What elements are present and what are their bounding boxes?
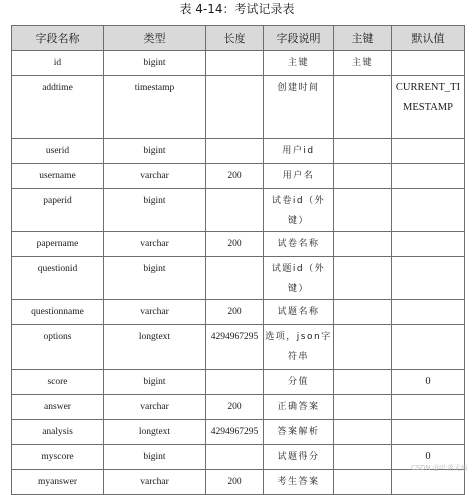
table-row [12,395,465,420]
cell-default [392,470,465,495]
cell-description: 选项，json字符串 [264,325,334,370]
cell-description: 用户名 [264,164,334,189]
cell-length [206,76,264,139]
cell-primary-key [334,232,392,257]
cell-description: 试题得分 [264,445,334,470]
table-row [12,470,465,495]
cell-description: 答案解析 [264,420,334,445]
cell-primary-key [334,325,392,370]
cell-length [206,370,264,395]
header-length: 长度 [206,26,264,51]
cell-length: 200 [206,164,264,189]
cell-default [392,76,465,139]
cell-description: 创建时间 [264,76,334,139]
table-row [12,51,465,76]
cell-default [392,164,465,189]
cell-type: bigint [104,370,206,395]
cell-default [392,232,465,257]
cell-name: questionname [12,300,104,325]
cell-name: papername [12,232,104,257]
header-row [12,26,465,51]
cell-type: varchar [104,232,206,257]
cell-primary-key [334,257,392,300]
cell-name: myanswer [12,470,104,495]
cell-default [392,395,465,420]
cell-length: 200 [206,395,264,420]
table-row [12,232,465,257]
cell-default [392,325,465,370]
cell-primary-key [334,470,392,495]
cell-description: 用户id [264,139,334,164]
exam-record-table [11,25,465,495]
cell-type: bigint [104,257,206,300]
watermark: CSDN @叶落无痕 [410,464,468,472]
table-row [12,420,465,445]
table-row [12,139,465,164]
cell-name: questionid [12,257,104,300]
cell-description: 试题名称 [264,300,334,325]
cell-description: 分值 [264,370,334,395]
header-field-name: 字段名称 [12,26,104,51]
table-row [12,257,465,300]
cell-primary-key [334,445,392,470]
cell-default [392,51,465,76]
cell-length: 200 [206,300,264,325]
cell-description: 试卷名称 [264,232,334,257]
cell-primary-key: 主键 [334,51,392,76]
cell-length: 4294967295 [206,325,264,370]
cell-name: options [12,325,104,370]
cell-description: 试卷id（外键） [264,189,334,232]
cell-length [206,189,264,232]
cell-type: bigint [104,189,206,232]
cell-primary-key [334,300,392,325]
cell-default [392,420,465,445]
header-default: 默认值 [392,26,465,51]
cell-length: 200 [206,232,264,257]
cell-type: bigint [104,445,206,470]
cell-name: answer [12,395,104,420]
table-row [12,164,465,189]
table-row [12,189,465,232]
cell-type: varchar [104,470,206,495]
cell-default: 0 [392,445,465,470]
cell-description: 考生答案 [264,470,334,495]
cell-description: 正确答案 [264,395,334,420]
cell-name: paperid [12,189,104,232]
cell-length: 200 [206,470,264,495]
cell-name: analysis [12,420,104,445]
cell-name: myscore [12,445,104,470]
cell-type: longtext [104,325,206,370]
cell-type: varchar [104,164,206,189]
cell-name: addtime [12,76,104,139]
header-type: 类型 [104,26,206,51]
table-row [12,445,465,470]
cell-length [206,139,264,164]
cell-default [392,139,465,164]
table-row [12,76,465,139]
cell-type: bigint [104,51,206,76]
cell-primary-key [334,370,392,395]
header-description: 字段说明 [264,26,334,51]
cell-name: userid [12,139,104,164]
cell-primary-key [334,76,392,139]
cell-primary-key [334,189,392,232]
table-row [12,370,465,395]
cell-name: score [12,370,104,395]
cell-description: 试题id（外键） [264,257,334,300]
cell-length: 4294967295 [206,420,264,445]
cell-length [206,51,264,76]
cell-primary-key [334,395,392,420]
cell-primary-key [334,139,392,164]
cell-type: varchar [104,300,206,325]
table-row [12,300,465,325]
cell-default [392,300,465,325]
table-caption: 表 4-14：考试记录表 [179,2,295,16]
cell-type: varchar [104,395,206,420]
cell-primary-key [334,420,392,445]
cell-default [392,189,465,232]
default-value-text: CURRENT_TIMESTAMP [395,82,461,113]
cell-name: username [12,164,104,189]
table-row [12,325,465,370]
cell-length [206,445,264,470]
cell-type: bigint [104,139,206,164]
cell-length [206,257,264,300]
cell-type: longtext [104,420,206,445]
cell-name: id [12,51,104,76]
cell-default: 0 [392,370,465,395]
cell-default [392,257,465,300]
cell-description: 主键 [264,51,334,76]
header-primary-key: 主键 [334,26,392,51]
cell-primary-key [334,164,392,189]
cell-type: timestamp [104,76,206,139]
